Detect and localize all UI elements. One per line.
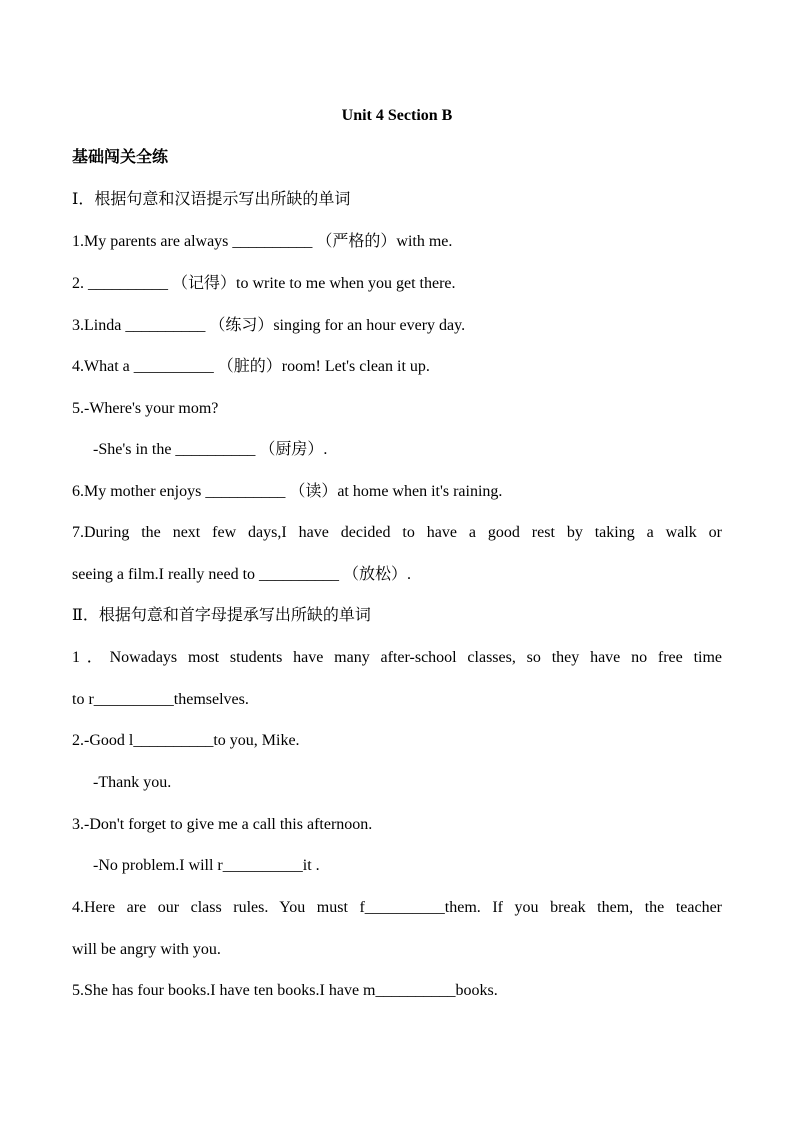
part1-question-7-cont: seeing a film.I really need to __________ （放松）. xyxy=(72,566,412,583)
part2-question-4: 4.Here are our class rules. You must f__________them. If you break them, the teacher xyxy=(72,899,722,916)
part2-question-3-reply: -No problem.I will r__________it . xyxy=(93,857,320,874)
part2-question-5: 5.She has four books.I have ten books.I have m__________books. xyxy=(72,982,498,999)
part2-question-1: 1．Nowadays most students have many after-school classes, so they have no free time xyxy=(72,649,722,666)
part2-heading: Ⅱ．根据句意和首字母提承写出所缺的单词 xyxy=(72,607,371,624)
part2-question-2-reply: -Thank you. xyxy=(93,774,172,791)
part1-heading: Ⅰ．根据句意和汉语提示写出所缺的单词 xyxy=(72,191,351,208)
part1-question-1: 1.My parents are always __________ （严格的）with me. xyxy=(72,233,453,250)
part2-question-4-cont: will be angry with you. xyxy=(72,941,221,958)
part1-question-6: 6.My mother enjoys __________ （读）at home when it's raining. xyxy=(72,483,503,500)
part2-question-2: 2.-Good l__________to you, Mike. xyxy=(72,732,300,749)
part1-question-7: 7.During the next few days,I have decided to have a good rest by taking a walk or xyxy=(72,524,722,541)
part1-question-2: 2. __________ （记得）to write to me when you get there. xyxy=(72,275,456,292)
part1-question-4: 4.What a __________ （脏的）room! Let's clean it up. xyxy=(72,358,430,375)
part2-question-3: 3.-Don't forget to give me a call this afternoon. xyxy=(72,816,373,833)
part2-question-1-cont: to r__________themselves. xyxy=(72,691,249,708)
page-title: Unit 4 Section B xyxy=(341,107,453,124)
section-heading: 基础闯关全练 xyxy=(72,149,169,166)
part1-question-5: 5.-Where's your mom? xyxy=(72,400,219,417)
part1-question-3: 3.Linda __________ （练习）singing for an hour every day. xyxy=(72,317,466,334)
part1-question-5-answer: -She's in the __________ （厨房）. xyxy=(93,441,328,458)
